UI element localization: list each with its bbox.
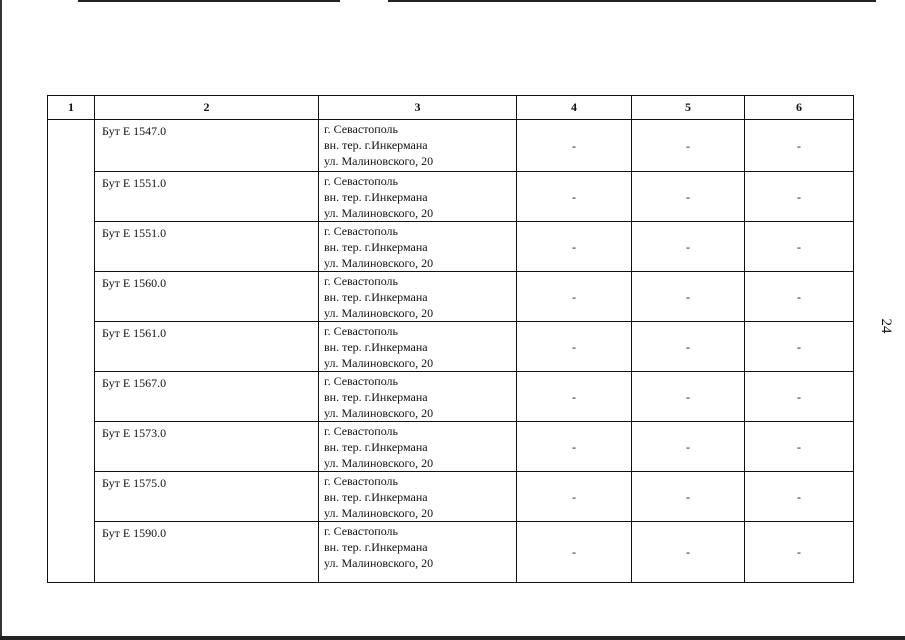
address-line: ул. Малиновского, 20 (324, 456, 434, 470)
table-row (48, 422, 854, 472)
header-col-3: 3 (319, 96, 517, 120)
row-col-6-cell: - (745, 222, 854, 272)
table-row (48, 472, 854, 522)
address-line: ул. Малиновского, 20 (324, 306, 434, 320)
header-col-1: 1 (48, 96, 95, 120)
row-name-cell: Бут Е 1561.0 (95, 322, 319, 372)
table-row (48, 372, 854, 422)
row-address-cell (319, 120, 517, 172)
scan-edge-bottom (0, 636, 905, 640)
row-name-cell: Бут Е 1575.0 (95, 472, 319, 522)
row-col-5-cell: - (632, 422, 745, 472)
page-number: 24 (878, 318, 894, 334)
row-address-cell (319, 522, 517, 583)
row-address-cell (319, 372, 517, 422)
row-col-4-cell: - (517, 372, 632, 422)
row-col-4-cell: - (517, 422, 632, 472)
row-name-cell: Бут Е 1573.0 (95, 422, 319, 472)
row-name-cell: Бут Е 1590.0 (95, 522, 319, 583)
row-name-cell: Бут Е 1560.0 (95, 272, 319, 322)
row-col-5-cell: - (632, 172, 745, 222)
table-row (48, 322, 854, 372)
row-col-6-cell: - (745, 272, 854, 322)
row-col-6-cell: - (745, 372, 854, 422)
row-col-5-cell: - (632, 272, 745, 322)
address-line: ул. Малиновского, 20 (324, 356, 434, 370)
address-line: ул. Малиновского, 20 (324, 154, 434, 168)
address-line: г. Севастополь (324, 224, 399, 238)
row-number-cell (48, 222, 95, 272)
row-col-5-cell: - (632, 120, 745, 172)
row-col-4-cell: - (517, 172, 632, 222)
row-number-cell (48, 372, 95, 422)
scan-edge-top-left (78, 0, 340, 2)
row-address-cell (319, 172, 517, 222)
row-col-6-cell: - (745, 422, 854, 472)
address-line: вн. тер. г.Инкермана (324, 290, 428, 304)
row-col-5-cell: - (632, 372, 745, 422)
row-col-4-cell: - (517, 522, 632, 583)
row-number-cell (48, 472, 95, 522)
table-row (48, 272, 854, 322)
address-line: вн. тер. г.Инкермана (324, 340, 428, 354)
row-number-cell (48, 272, 95, 322)
row-address-cell (319, 322, 517, 372)
scan-edge-left (0, 0, 2, 640)
row-name-cell: Бут Е 1551.0 (95, 172, 319, 222)
address-line: г. Севастополь (324, 374, 399, 388)
row-address-cell (319, 272, 517, 322)
table-header-row (48, 96, 854, 120)
row-name-cell: Бут Е 1567.0 (95, 372, 319, 422)
row-col-4-cell: - (517, 322, 632, 372)
table-body (48, 120, 854, 583)
table-row (48, 172, 854, 222)
row-col-5-cell: - (632, 322, 745, 372)
data-table (47, 95, 854, 583)
row-col-5-cell: - (632, 472, 745, 522)
row-col-6-cell: - (745, 472, 854, 522)
header-col-2: 2 (95, 96, 319, 120)
address-line: вн. тер. г.Инкермана (324, 190, 428, 204)
row-address-cell (319, 422, 517, 472)
row-col-5-cell: - (632, 222, 745, 272)
address-line: вн. тер. г.Инкермана (324, 440, 428, 454)
row-address-cell (319, 472, 517, 522)
address-line: ул. Малиновского, 20 (324, 256, 434, 270)
address-line: ул. Малиновского, 20 (324, 206, 434, 220)
address-line: вн. тер. г.Инкермана (324, 540, 428, 554)
row-name-cell: Бут Е 1547.0 (95, 120, 319, 172)
table-row (48, 222, 854, 272)
header-col-5: 5 (632, 96, 745, 120)
address-line: ул. Малиновского, 20 (324, 506, 434, 520)
address-line: г. Севастополь (324, 174, 399, 188)
row-col-5-cell: - (632, 522, 745, 583)
row-address-cell (319, 222, 517, 272)
header-col-6: 6 (745, 96, 854, 120)
address-line: вн. тер. г.Инкермана (324, 138, 428, 152)
address-line: ул. Малиновского, 20 (324, 556, 434, 570)
row-number-cell (48, 172, 95, 222)
row-col-6-cell: - (745, 522, 854, 583)
address-line: ул. Малиновского, 20 (324, 406, 434, 420)
row-number-cell (48, 522, 95, 583)
row-col-4-cell: - (517, 272, 632, 322)
table-row (48, 522, 854, 583)
address-line: вн. тер. г.Инкермана (324, 240, 428, 254)
address-line: г. Севастополь (324, 424, 399, 438)
scan-edge-top-right (388, 0, 876, 2)
table-row (48, 120, 854, 172)
row-col-4-cell: - (517, 222, 632, 272)
address-line: г. Севастополь (324, 524, 399, 538)
row-col-6-cell: - (745, 172, 854, 222)
address-line: г. Севастополь (324, 274, 399, 288)
address-line: вн. тер. г.Инкермана (324, 490, 428, 504)
address-line: г. Севастополь (324, 122, 399, 136)
row-number-cell (48, 422, 95, 472)
row-col-4-cell: - (517, 120, 632, 172)
row-col-4-cell: - (517, 472, 632, 522)
row-col-6-cell: - (745, 120, 854, 172)
row-number-cell (48, 322, 95, 372)
row-name-cell: Бут Е 1551.0 (95, 222, 319, 272)
header-col-4: 4 (517, 96, 632, 120)
row-number-cell (48, 120, 95, 172)
row-col-6-cell: - (745, 322, 854, 372)
address-line: г. Севастополь (324, 474, 399, 488)
address-line: вн. тер. г.Инкермана (324, 390, 428, 404)
address-line: г. Севастополь (324, 324, 399, 338)
